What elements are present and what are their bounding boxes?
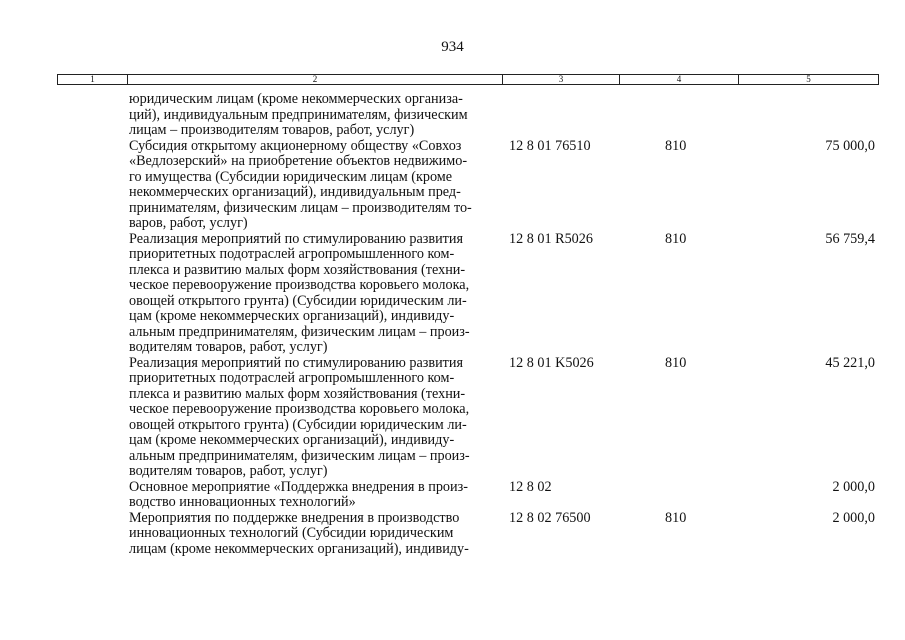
page-number: 934 [441,39,464,55]
table-row [57,92,879,139]
row-name-cell: Субсидия открытому акционерному обществу «Совхоз «Ведлозерский» на приобретение объектов недвижимо- го имущества (Субсидии юридическим лицам (кроме некоммерческих организаций), индивидуальным пред- принимателям, физическим лицам – производителям то- варов, работ, услуг) [129,137,472,231]
row-code-cell: 12 8 01 R5026 [509,230,593,247]
row-number-cell [57,356,129,480]
row-type-cell: 810 [665,354,687,371]
row-code-cell: 12 8 02 [509,478,552,495]
table-row [57,511,879,558]
column-number-5: 5 [806,74,811,84]
row-type-cell [649,92,749,139]
row-type-cell: 810 [665,230,687,247]
row-name-cell: Мероприятия по поддержке внедрения в производство инновационных технологий (Субсидии юридическим лицам (кроме некоммерческих организаций), индивиду- [129,509,469,557]
column-number-2: 2 [128,75,503,84]
row-type-cell: 810 [665,509,687,526]
row-code-cell: 12 8 02 76500 [509,509,591,526]
row-amount-cell: 2 000,0 [832,478,875,495]
table-row [57,139,879,232]
column-number-1: 1 [58,75,128,84]
row-amount-cell: 56 759,4 [825,230,875,247]
row-amount-cell: 2 000,0 [832,509,875,526]
row-number-cell [57,480,129,511]
row-number-cell [57,511,129,558]
row-amount-cell: 75 000,0 [825,137,875,154]
row-code-cell: 12 8 01 K5026 [509,354,594,371]
row-name-cell: юридическим лицам (кроме некоммерческих организа- ций), индивидуальным предпринимателям, физическим лицам – производителям товаров, работ, услуг) [129,91,468,138]
row-type-cell [649,480,749,511]
column-number-3: 3 [503,75,620,84]
column-number-4: 4 [620,75,739,84]
row-code-cell: 12 8 01 76510 [509,137,591,154]
table-column-header [57,74,879,85]
row-name-cell: Основное мероприятие «Поддержка внедрения в произ- водство инновационных технологий» [129,478,468,510]
row-amount-cell [749,92,879,139]
row-number-cell [57,232,129,356]
row-name-cell: Реализация мероприятий по стимулированию развития приоритетных подотраслей агропромышленного ком- плекса и развитию малых форм хозяйствования (техни- ческое перевооружение производства коровьего молока, овощей открытого грунта) (Субсидии юридическим ли- цам (кроме некоммерческих организаций), индивиду- альным предпринимателям, физическим лицам – произ- водителям товаров, работ, услуг) [129,354,470,479]
table-body [57,92,879,557]
row-number-cell [57,92,129,139]
table-row [57,356,879,480]
table-row [57,480,879,511]
row-code-cell [493,92,649,139]
table-row [57,232,879,356]
row-type-cell: 810 [665,137,687,154]
row-amount-cell: 45 221,0 [825,354,875,371]
row-number-cell [57,139,129,232]
row-name-cell: Реализация мероприятий по стимулированию развития приоритетных подотраслей агропромышленного ком- плекса и развитию малых форм хозяйствования (техни- ческое перевооружение производства коровьего молока, овощей открытого грунта) (Субсидии юридическим ли- цам (кроме некоммерческих организаций), индивиду- альным предпринимателям, физическим лицам – произ- водителям товаров, работ, услуг) [129,230,470,355]
